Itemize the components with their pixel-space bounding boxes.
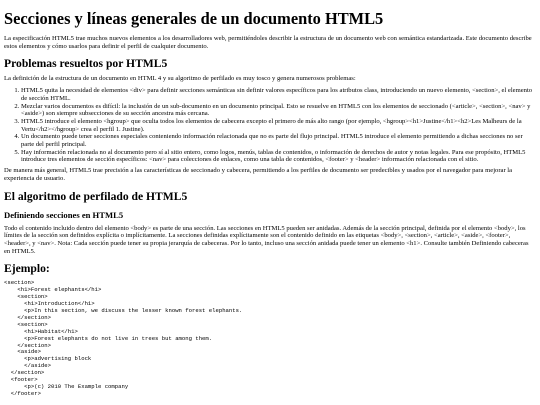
problems-lead-paragraph: La definición de la estructura de un documento en HTML 4 y su algoritmo de perfilado es muy tosco y genera numerosos problemas:: [4, 75, 356, 83]
list-item: 4. Un documento puede tener secciones especiales conteniendo información relacionada que no es parte del flujo principal. HTML5 introduce el elemento permitiendo a dichas secciones no ser parte del perfil principal.: [21, 133, 535, 148]
subheading-defining-sections: Definiendo secciones en HTML5: [4, 209, 124, 220]
example-heading: Ejemplo:: [4, 262, 50, 276]
section-heading-algorithm: El algoritmo de perfilado de HTML5: [4, 189, 188, 203]
page-title: Secciones y líneas generales de un documento HTML5: [4, 9, 384, 28]
list-item: 1. HTML5 quita la necesidad de elementos <div> para definir secciones semánticas sin definir valores específicos para los atributos class, introduciendo un nuevo elemento, <section>, el elemento de sección HTML.: [21, 87, 535, 102]
code-example: <section> <h1>Forest elephants</h1> <section> <h1>Introduction</h1> <p>In this section, we discuss the lesser known forest elephants. </section> <section> <h1>Habitat</h1> <p>Forest elephants do not live in trees but among them. </section> <aside> <p>advertising block </aside> </section> <footer> <p>(c) 2010 The Example company </footer>: [4, 279, 243, 397]
list-item: 3. HTML5 introduce el elemento <hgroup> que oculta todos los elementos de cabecera excepto el primero de más alto rango (por ejemplo, <hgroup><h1>Justine</h1><h2>Les Malheurs de la Vertu</h2></hgroup> crea el perfil 1. Justine).: [21, 118, 535, 133]
list-item: 5. Hay información relacionada no al documento pero sí al sitio entero, como logos, menús, tablas de contenidos, o información de derechos de autor y notas legales. Para ese propósito, HTML5 introduce tres elementos de sección específicos: <nav> para colecciones de enlaces, como una tabla de contenidos, <footer> y <header> información relacionada con el sitio.: [21, 149, 535, 164]
section-heading-problems: Problemas resueltos por HTML5: [4, 57, 168, 71]
list-item: 2. Mezclar varios documentos es difícil: la inclusión de un sub-documento en un documento principal. Esto se resuelve en HTML5 con los elementos de seccionado (<article>, <section>, <nav> y <aside>) son siempre subsecciones de su sección ancestra más cercana.: [21, 103, 535, 118]
intro-paragraph: La especificación HTML5 trae muchos nuevos elementos a los desarrolladores web, permitiéndoles describir la estructura de un documento web con semántica estandarizada. Este documento describe estos elementos y cómo usarlos para definir el perfil de cualquier documento.: [4, 35, 532, 50]
problems-closing-paragraph: De manera más general, HTML5 trae precisión a las características de seccionado y cabecera, permitiendo a los perfiles de documento ser predecibles y usados por el navegador para mejorar la experiencia de usuario.: [4, 167, 513, 182]
problems-list: [4, 87, 535, 164]
algorithm-paragraph: Todo el contenido incluido dentro del elemento <body> es parte de una sección. Las secciones en HTML5 pueden ser anidadas. Además de la sección principal, definida por el elemento <body>, los límites de la sección son definidos explícita o implícitamente. La secciones definidas explícitamente son el contenido definido en las etiquetas <body>, <section>, <article>, <aside>, <footer>, <header>, y <nav>. Nota: Cada sección puede tener su propia jerarquía de cabeceras. Por lo tanto, incluso una sección anidada puede tener un elemento <h1>. Consulte también Definiendo cabeceras en HTML5.: [4, 224, 529, 255]
